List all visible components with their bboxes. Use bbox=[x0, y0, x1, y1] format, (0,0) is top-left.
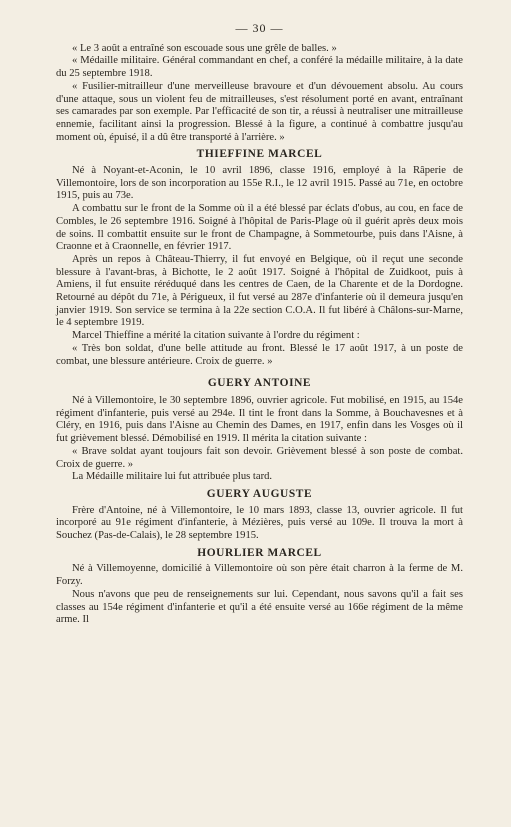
paragraph: « Brave soldat ayant toujours fait son devoir. Grièvement blessé à son poste de combat. Croix de guerre. » bbox=[56, 445, 463, 470]
paragraph: Né à Villemoyenne, domicilié à Villemontoire où son père était charron à la ferme de M. Forzy. bbox=[56, 563, 463, 588]
section-heading: GUERY AUGUSTE bbox=[206, 487, 313, 500]
section-heading: GUERY ANTOINE bbox=[207, 377, 312, 390]
paragraph: Frère d'Antoine, né à Villemontoire, le 10 mars 1893, classe 13, ouvrier agricole. Il fut incorporé au 91e régiment d'infanterie, à Mézières, puis versé au 109e. Il trouva la mort à Souchez (Pas-de-Calais), le 28 septembre 1915. bbox=[56, 504, 463, 542]
paragraph: Né à Noyant-et-Aconin, le 10 avril 1896, classe 1916, employé à la Râperie de Villemontoire, lors de son incorporation au 155e R.I., le 12 avril 1915. Passé au 71e, en octobre 1915, puis au 73e. bbox=[56, 165, 463, 202]
section-heading: THIEFFINE MARCEL bbox=[196, 148, 323, 161]
paragraph: Après un repos à Château-Thierry, il fut envoyé en Belgique, où il reçut une seconde blessure à l'avant-bras, à Bichotte, le 2 août 1917. Soigné à l'hôpital de Zuidkoot, puis à Amiens, il fut ensuite réréduqué dans les centres de Caen, de la Charente et de la Dordogne. Retourné au dépôt du 71e, à Périgueux, il fut versé au 287e d'infanterie où il demeura jusqu'en janvier 1919. Son service se termina à la 22e section C.O.A. Il fut libéré à Châlons-sur-Marne, le 4 septembre 1919. bbox=[56, 253, 463, 329]
paragraph: La Médaille militaire lui fut attribuée plus tard. bbox=[72, 471, 273, 483]
paragraph: « Très bon soldat, d'une belle attitude au front. Blessé le 17 août 1917, à un poste de combat, une blessure antérieure. Croix de guerre. » bbox=[56, 342, 463, 367]
paragraph: Né à Villemontoire, le 30 septembre 1896, ouvrier agricole. Fut mobilisé, en 1915, au 154e régiment d'infanterie, puis versé au 294e. Il tint le front dans la Somme, à Bouchavesnes et à Cléry, en 1916, puis dans l'Aisne au Chemin des Dames, en 1917, enfin dans les Vosges où il fut grièvement blessé. Démobilisé en 1919. Il mérita la citation suivante : bbox=[56, 394, 463, 445]
page-content bbox=[56, 43, 463, 627]
paragraph: A combattu sur le front de la Somme où il a été blessé par éclats d'obus, au cou, en face de Combles, le 26 septembre 1916. Soigné à l'hôpital de Paris-Plage où il guérit après deux mois de soins. Il combattit ensuite sur le front de Champagne, à Sommetourbe, puis dans l'Aisne, à Craonne et à Craonnelle, en février 1917. bbox=[56, 203, 463, 253]
paragraph: Nous n'avons que peu de renseignements sur lui. Cependant, nous savons qu'il a fait ses classes au 154e régiment d'infanterie et qu'il a été ensuite versé au 166e régiment de la même arme. Il bbox=[56, 588, 463, 626]
paragraph: « Médaille militaire. Général commandant en chef, a conféré la médaille militaire, à la date du 25 septembre 1918. bbox=[56, 55, 463, 80]
section-heading: HOURLIER MARCEL bbox=[197, 546, 322, 559]
page-number: — 30 — bbox=[235, 21, 284, 35]
paragraph: « Le 3 août a entraîné son escouade sous une grêle de balles. » bbox=[72, 42, 337, 54]
paragraph: Marcel Thieffine a mérité la citation suivante à l'ordre du régiment : bbox=[72, 330, 360, 342]
paragraph: « Fusilier-mitrailleur d'une merveilleuse bravoure et d'un dévouement absolu. Au cours d'une attaque, sous un violent feu de mitrailleuses, s'est résolument porté en avant, entraînant ses camarades par son exemple. Par l'efficacité de son tir, a réussi à neutraliser une mitrailleuse ennemie, facilitant ainsi la progression. Blessé à la figure, a continué à combattre jusqu'au moment où, épuisé, il a dû être transporté à l'arrière. » bbox=[56, 80, 463, 143]
